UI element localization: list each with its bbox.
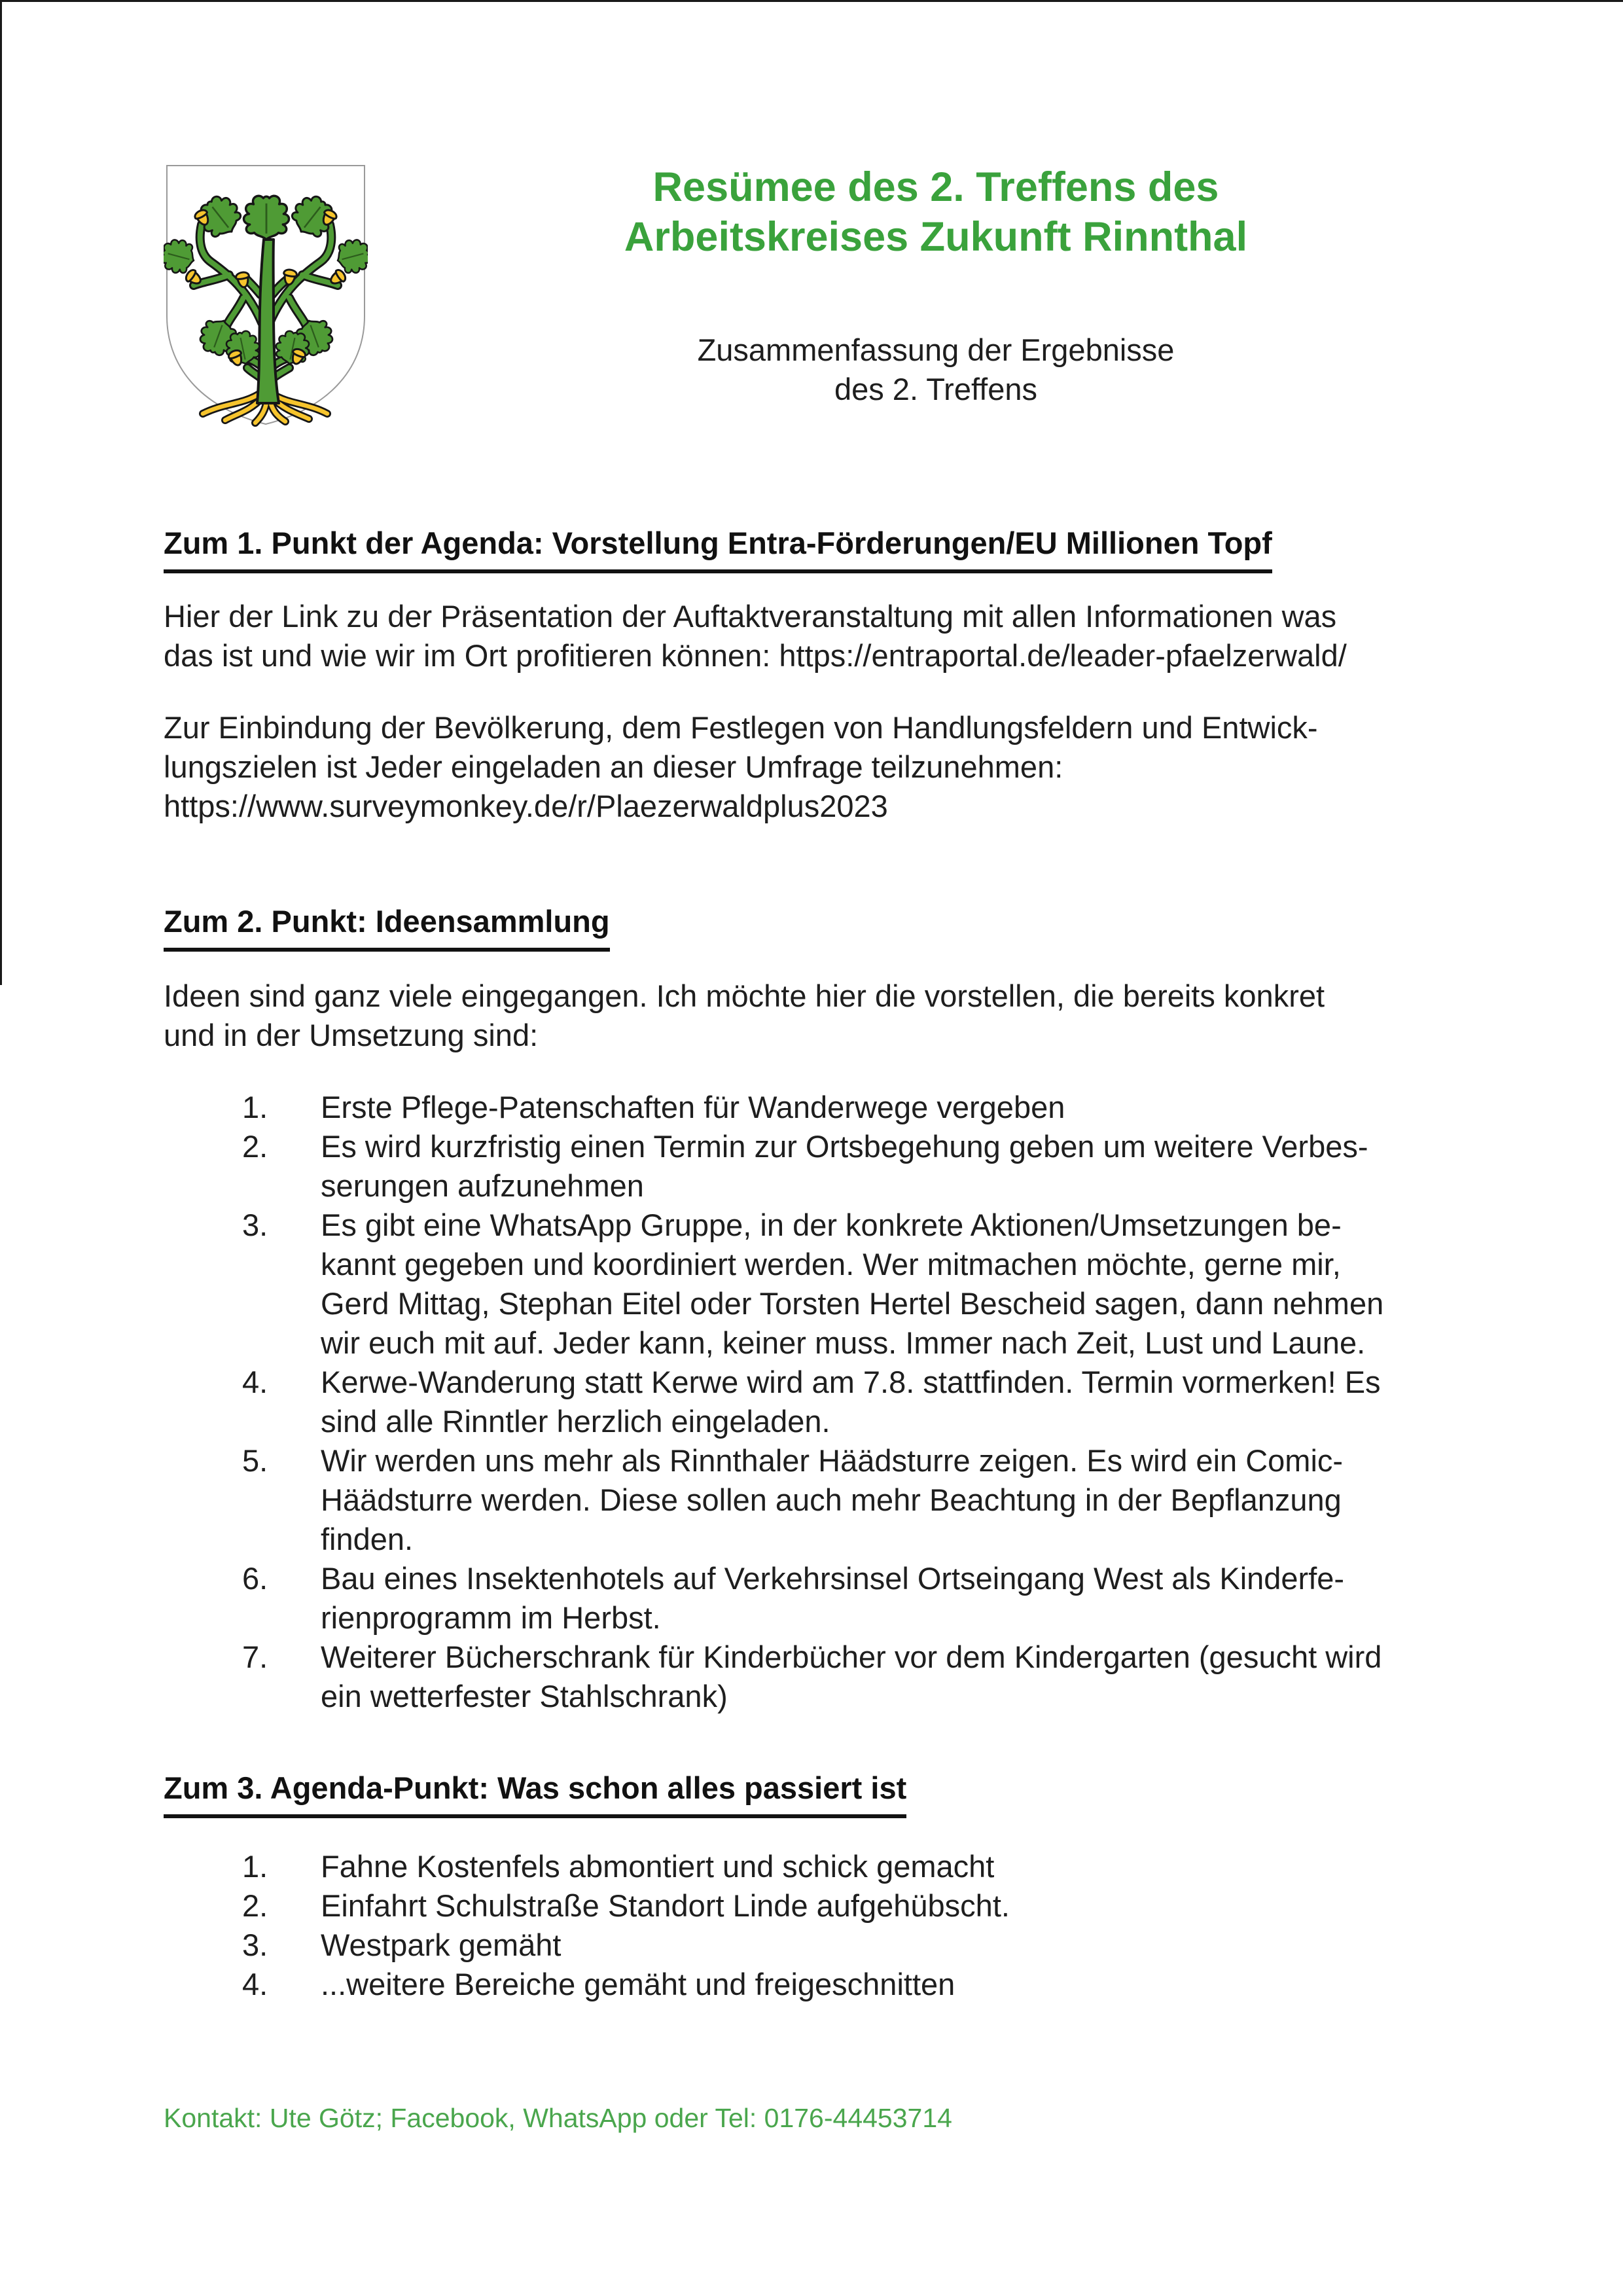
text-line: wir euch mit auf. Jeder kann, keiner muss. Immer nach Zeit, Lust und Laune. [321,1325,1366,1360]
list-item-number: 2. [242,1129,268,1164]
section-1-heading-text: Zum 1. Punkt der Agenda: Vorstellung Entra-Förderungen/EU Millionen Topf [164,524,1272,573]
title-block [249,162,1623,409]
contact-line: Kontakt: Ute Götz; Facebook, WhatsApp oder Tel: 0176-44453714 [164,2103,952,2133]
list-item [242,1088,1459,1127]
document-body [0,524,1623,2004]
text-line [164,636,1459,675]
list-item [242,1363,1459,1441]
list-item-text [321,1206,1459,1363]
document-title [249,162,1623,262]
text-line: Es wird kurzfristig einen Termin zur Ortsbegehung geben um weitere Verbes- [321,1129,1368,1164]
section-2-heading-text: Zum 2. Punkt: Ideensammlung [164,902,610,952]
section-3-heading-text: Zum 3. Agenda-Punkt: Was schon alles passiert ist [164,1768,906,1818]
section-1-paragraph-2 [164,708,1459,826]
list-item-number: 1. [242,1849,268,1884]
section-3-heading [164,1768,1459,1818]
text-line: Westpark gemäht [321,1928,562,1962]
section-1-heading [164,524,1459,573]
text-line: ...weitere Bereiche gemäht und freigeschnitten [321,1967,955,2001]
list-item [242,1206,1459,1363]
list-item-text [321,1127,1459,1206]
list-item-number: 2. [242,1888,268,1923]
list-item-number: 3. [242,1208,268,1242]
done-list [164,1847,1459,2004]
document-subtitle [249,331,1623,409]
entraportal-link[interactable]: https://entraportal.de/leader-pfaelzerwald/ [779,638,1347,673]
list-item [242,1559,1459,1638]
subtitle-line: des 2. Treffens [834,372,1038,406]
list-item-text [321,1638,1459,1716]
list-item-text [321,1559,1459,1638]
list-item [242,1965,1459,2004]
text-line: sind alle Rinntler herzlich eingeladen. [321,1404,830,1439]
text-line: finden. [321,1522,414,1556]
text-line: Ideen sind ganz viele eingegangen. Ich möchte hier die vorstellen, die bereits konkret [164,978,1325,1013]
list-item-number: 3. [242,1928,268,1962]
text-line: Häädsturre werden. Diese sollen auch mehr Beachtung in der Bepflanzung [321,1482,1342,1517]
text-line: kannt gegeben und koordiniert werden. Wer mitmachen möchte, gerne mir, [321,1247,1341,1282]
ideas-list [164,1088,1459,1716]
text-line: Kerwe-Wanderung statt Kerwe wird am 7.8. stattfinden. Termin vormerken! Es [321,1365,1381,1399]
text-line: lungszielen ist Jeder eingeladen an dieser Umfrage teilzunehmen: [164,749,1063,784]
text-line: rienprogramm im Herbst. [321,1600,661,1635]
list-item [242,1441,1459,1559]
list-item-number: 4. [242,1365,268,1399]
text-line: Gerd Mittag, Stephan Eitel oder Torsten Hertel Bescheid sagen, dann nehmen [321,1286,1384,1321]
list-item-text [321,1926,1459,1965]
text-line: Wir werden uns mehr als Rinnthaler Häädsturre zeigen. Es wird ein Comic- [321,1443,1344,1478]
list-item-text [321,1088,1459,1127]
title-line: Resümee des 2. Treffens des [652,164,1219,210]
section-2-heading [164,902,1459,952]
list-item [242,1638,1459,1716]
list-item-text [321,1441,1459,1559]
list-item [242,1886,1459,1926]
text-line: Weiterer Bücherschrank für Kinderbücher vor dem Kindergarten (gesucht wird [321,1640,1382,1674]
list-item-text [321,1363,1459,1441]
section-1-paragraph-1 [164,597,1459,675]
text-line: Erste Pflege-Patenschaften für Wanderwege vergeben [321,1090,1065,1124]
list-item-number: 5. [242,1443,268,1478]
text-line: ein wetterfester Stahlschrank) [321,1679,728,1713]
document-header [0,0,1623,524]
list-item-number: 7. [242,1640,268,1674]
text-line: Fahne Kostenfels abmontiert und schick gemacht [321,1849,995,1884]
list-item [242,1847,1459,1886]
title-line: Arbeitskreises Zukunft Rinnthal [624,214,1248,260]
surveymonkey-link[interactable]: https://www.surveymonkey.de/r/Plaezerwaldplus2023 [164,789,888,823]
text-line: und in der Umsetzung sind: [164,1018,539,1052]
text-line: serungen aufzunehmen [321,1168,644,1203]
text-line: Hier der Link zu der Präsentation der Auftaktveranstaltung mit allen Informationen was [164,599,1337,634]
list-item-text [321,1965,1459,2004]
list-item-text [321,1847,1459,1886]
list-item-number: 1. [242,1090,268,1124]
subtitle-line: Zusammenfassung der Ergebnisse [697,332,1175,367]
text-line: Es gibt eine WhatsApp Gruppe, in der konkrete Aktionen/Umsetzungen be- [321,1208,1342,1242]
list-item-number: 6. [242,1561,268,1596]
text-segment: das ist und wie wir im Ort profitieren können: [164,638,779,673]
list-item [242,1127,1459,1206]
list-item [242,1926,1459,1965]
list-item-text [321,1886,1459,1926]
text-line: Zur Einbindung der Bevölkerung, dem Festlegen von Handlungsfeldern und Entwick- [164,710,1318,745]
list-item-number: 4. [242,1967,268,2001]
text-line: Einfahrt Schulstraße Standort Linde aufgehübscht. [321,1888,1010,1923]
section-2-intro [164,977,1459,1055]
text-line: Bau eines Insektenhotels auf Verkehrsinsel Ortseingang West als Kinderfe- [321,1561,1345,1596]
